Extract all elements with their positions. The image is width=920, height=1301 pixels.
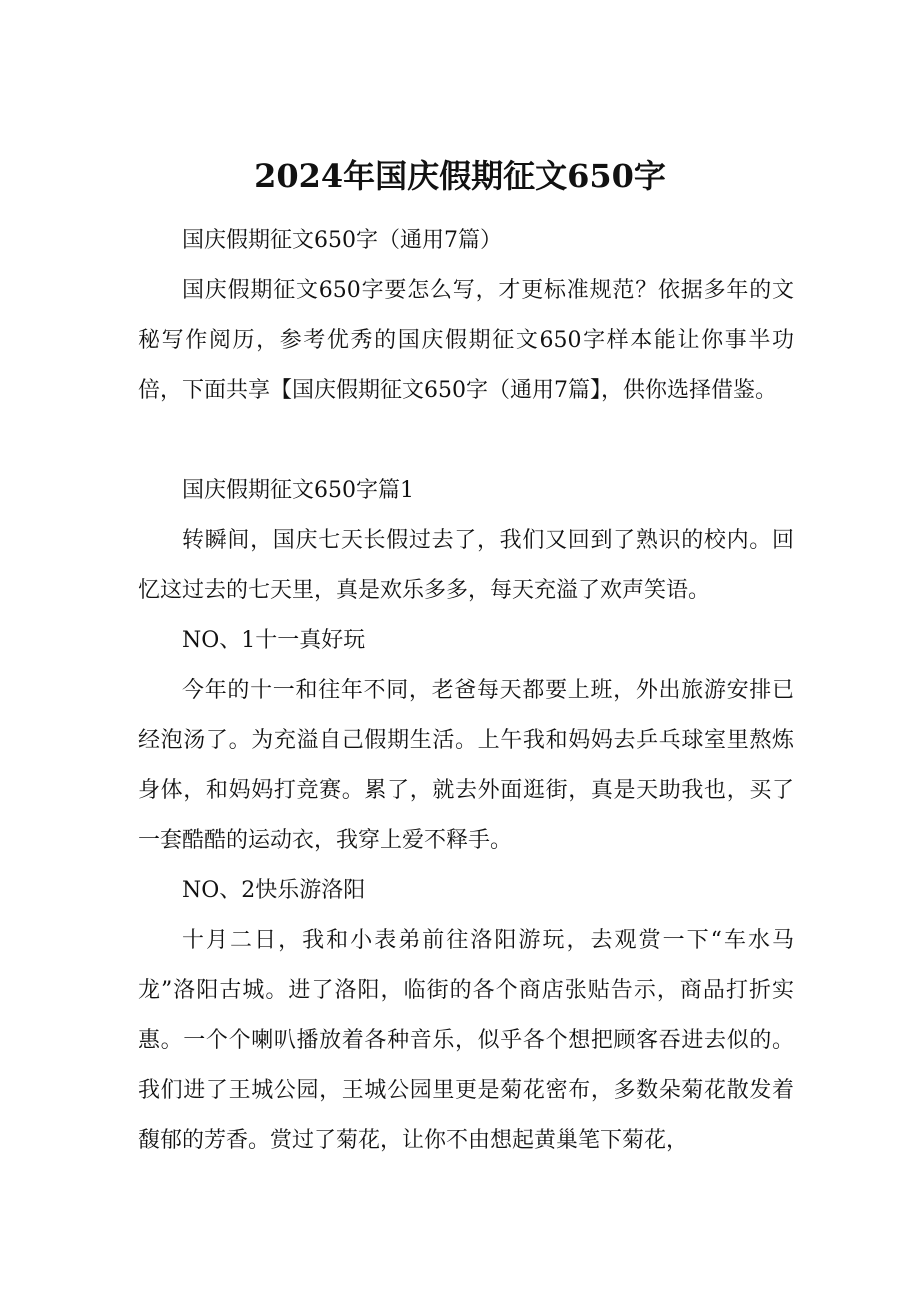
- document-body: [138, 216, 794, 1166]
- subsection-heading: NO、1十一真好玩: [182, 628, 366, 653]
- document-subtitle: 国庆假期征文650字（通用7篇）: [182, 228, 502, 253]
- body-paragraph: 今年的十一和往年不同，老爸每天都要上班，外出旅游安排已经泡汤了。为充溢自己假期生活。上午我和妈妈去乒乓球室里熬炼身体，和妈妈打竞赛。累了，就去外面逛街，真是天助我也，买了一套酷酷的运动衣，我穿上爱不释手。: [138, 678, 794, 853]
- subsection-heading: NO、2快乐游洛阳: [182, 878, 366, 903]
- document-title: 2024年国庆假期征文650字: [254, 157, 666, 195]
- body-paragraph: 转瞬间，国庆七天长假过去了，我们又回到了熟识的校内。回忆这过去的七天里，真是欢乐多多，每天充溢了欢声笑语。: [138, 528, 794, 603]
- body-paragraph: 十月二日，我和小表弟前往洛阳游玩，去观赏一下“车水马龙”洛阳古城。进了洛阳，临街的各个商店张贴告示，商品打折实惠。一个个喇叭播放着各种音乐，似乎各个想把顾客吞进去似的。我们进了王城公园，王城公园里更是菊花密布，多数朵菊花散发着馥郁的芳香。赏过了菊花，让你不由想起黄巢笔下菊花，: [138, 928, 794, 1153]
- intro-paragraph: 国庆假期征文650字要怎么写，才更标准规范？依据多年的文秘写作阅历，参考优秀的国庆假期征文650字样本能让你事半功倍，下面共享【国庆假期征文650字（通用7篇】，供你选择借鉴。: [138, 278, 794, 403]
- section-heading: 国庆假期征文650字篇1: [182, 478, 414, 503]
